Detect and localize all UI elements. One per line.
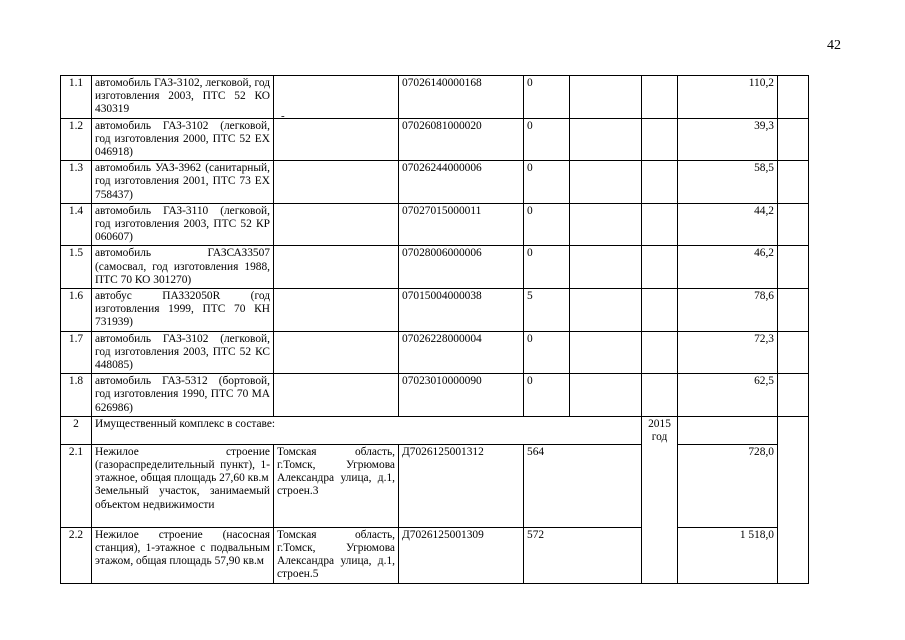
object-description: Нежилое строение (насосная станция), 1-этажное с подвальным этажом, общая площадь 57,90 кв.м (95, 528, 270, 568)
table-row (61, 203, 809, 246)
group-header-row (61, 416, 809, 444)
row-count-cell: 0 (524, 76, 570, 119)
row-number-cell: 1.7 (61, 331, 92, 374)
page-number: 42 (827, 38, 841, 53)
row-address-cell (274, 246, 399, 289)
group-number-cell: 2 (61, 416, 92, 444)
group-value-cell (678, 416, 778, 444)
table-row (61, 76, 809, 119)
row-note-cell (778, 76, 809, 119)
row-note-cell (778, 118, 809, 161)
row-inventory-cell: 07026228000004 (399, 331, 524, 374)
row-value-cell: 62,5 (678, 374, 778, 417)
row-empty-cell (570, 246, 642, 289)
row-value-cell: 110,2 (678, 76, 778, 119)
row-address-cell (274, 118, 399, 161)
row-count-cell: 5 (524, 289, 570, 332)
row-inventory-cell: 07027015000011 (399, 203, 524, 246)
row-address-cell (274, 289, 399, 332)
row-value-cell: 1 518,0 (678, 527, 778, 583)
row-number-cell: 1.2 (61, 118, 92, 161)
row-year-cell (642, 331, 678, 374)
property-table (60, 75, 809, 584)
row-number-cell: 1.6 (61, 289, 92, 332)
row-year-cell (642, 374, 678, 417)
row-inventory-cell: 07026244000006 (399, 161, 524, 204)
row-note-cell (778, 374, 809, 417)
row-count-cell: 0 (524, 161, 570, 204)
row-note-cell (778, 246, 809, 289)
row-empty-cell (570, 203, 642, 246)
row-note-cell (778, 331, 809, 374)
row-value-cell: 46,2 (678, 246, 778, 289)
table-row (61, 161, 809, 204)
table-row (61, 246, 809, 289)
row-number-cell: 2.2 (61, 527, 92, 583)
row-number-cell: 1.5 (61, 246, 92, 289)
row-address-cell (274, 161, 399, 204)
row-name-cell (92, 444, 274, 527)
row-inventory-cell: 07026140000168 (399, 76, 524, 119)
row-inventory-cell: Д7026125001309 (399, 527, 524, 583)
table-row (61, 444, 809, 527)
row-name-cell: автомобиль ГАЗ-3102, легковой, год изготовления 2003, ПТС 52 КО 430319 (92, 76, 274, 119)
row-address-cell (274, 76, 399, 119)
row-count-cell: 564 (524, 444, 642, 527)
row-name-cell: автомобиль ГАЗСАЗ3507 (самосвал, год изготовления 1988, ПТС 70 КО 301270) (92, 246, 274, 289)
row-address-cell: Томская область, г.Томск, Угрюмова Александра улица, д.1, строен.5 (274, 527, 399, 583)
row-inventory-cell: 07026081000020 (399, 118, 524, 161)
row-value-cell: 39,3 (678, 118, 778, 161)
row-year-cell (642, 118, 678, 161)
table-row (61, 331, 809, 374)
row-count-cell: 0 (524, 374, 570, 417)
row-note-cell (778, 289, 809, 332)
row-note-cell (778, 161, 809, 204)
row-name-cell: автомобиль УАЗ-3962 (санитарный, год изготовления 2001, ПТС 73 ЕХ 758437) (92, 161, 274, 204)
row-count-cell: 572 (524, 527, 642, 583)
row-number-cell: 1.3 (61, 161, 92, 204)
table-row (61, 374, 809, 417)
row-inventory-cell: 07023010000090 (399, 374, 524, 417)
row-empty-cell (570, 331, 642, 374)
row-name-cell: автомобиль ГАЗ-3102 (легковой, год изготовления 2003, ПТС 52 КС 448085) (92, 331, 274, 374)
row-value-cell: 78,6 (678, 289, 778, 332)
row-empty-cell (570, 374, 642, 417)
row-year-cell (642, 246, 678, 289)
row-empty-cell (570, 289, 642, 332)
group-year-cell: 2015 год (642, 416, 678, 583)
table-row (61, 289, 809, 332)
row-inventory-cell: Д7026125001312 (399, 444, 524, 527)
row-number-cell: 1.4 (61, 203, 92, 246)
row-year-cell (642, 289, 678, 332)
row-value-cell: 72,3 (678, 331, 778, 374)
row-year-cell (642, 161, 678, 204)
table-body (61, 76, 809, 584)
row-empty-cell (570, 76, 642, 119)
row-count-cell: 0 (524, 331, 570, 374)
row-address-cell (274, 331, 399, 374)
row-note-cell (778, 203, 809, 246)
row-count-cell: 0 (524, 118, 570, 161)
row-name-cell: автомобиль ГАЗ-3110 (легковой, год изготовления 2003, ПТС 52 КР 060607) (92, 203, 274, 246)
row-number-cell: 2.1 (61, 444, 92, 527)
row-number-cell: 1.8 (61, 374, 92, 417)
row-address-cell (274, 203, 399, 246)
row-inventory-cell: 07015004000038 (399, 289, 524, 332)
dash-mark: - (281, 110, 285, 122)
row-number-cell: 1.1 (61, 76, 92, 119)
table-row (61, 118, 809, 161)
row-empty-cell (570, 161, 642, 204)
row-name-cell: автобус ПАЗ32050R (год изготовления 1999, ПТС 70 КН 731939) (92, 289, 274, 332)
group-title-cell: Имущественный комплекс в составе: (92, 416, 642, 444)
row-name-cell: автомобиль ГАЗ-3102 (легковой, год изготовления 2000, ПТС 52 ЕХ 046918) (92, 118, 274, 161)
row-value-cell: 44,2 (678, 203, 778, 246)
row-address-cell: Томская область, г.Томск, Угрюмова Александра улица, д.1, строен.3 (274, 444, 399, 527)
group-note-cell (778, 416, 809, 583)
row-inventory-cell: 07028006000006 (399, 246, 524, 289)
table-row (61, 527, 809, 583)
row-count-cell: 0 (524, 203, 570, 246)
object-description: Нежилое строение (газораспределительный пункт), 1-этажное, общая площадь 27,60 кв.м (95, 445, 270, 485)
row-name-cell: автомобиль ГАЗ-5312 (бортовой, год изготовления 1990, ПТС 70 МА 626986) (92, 374, 274, 417)
row-empty-cell (570, 118, 642, 161)
row-count-cell: 0 (524, 246, 570, 289)
row-year-cell (642, 76, 678, 119)
row-address-cell (274, 374, 399, 417)
row-value-cell: 58,5 (678, 161, 778, 204)
row-year-cell (642, 203, 678, 246)
row-name-cell (92, 527, 274, 583)
row-value-cell: 728,0 (678, 444, 778, 527)
land-plot-description: Земельный участок, занимаемый объектом недвижимости (95, 485, 270, 511)
